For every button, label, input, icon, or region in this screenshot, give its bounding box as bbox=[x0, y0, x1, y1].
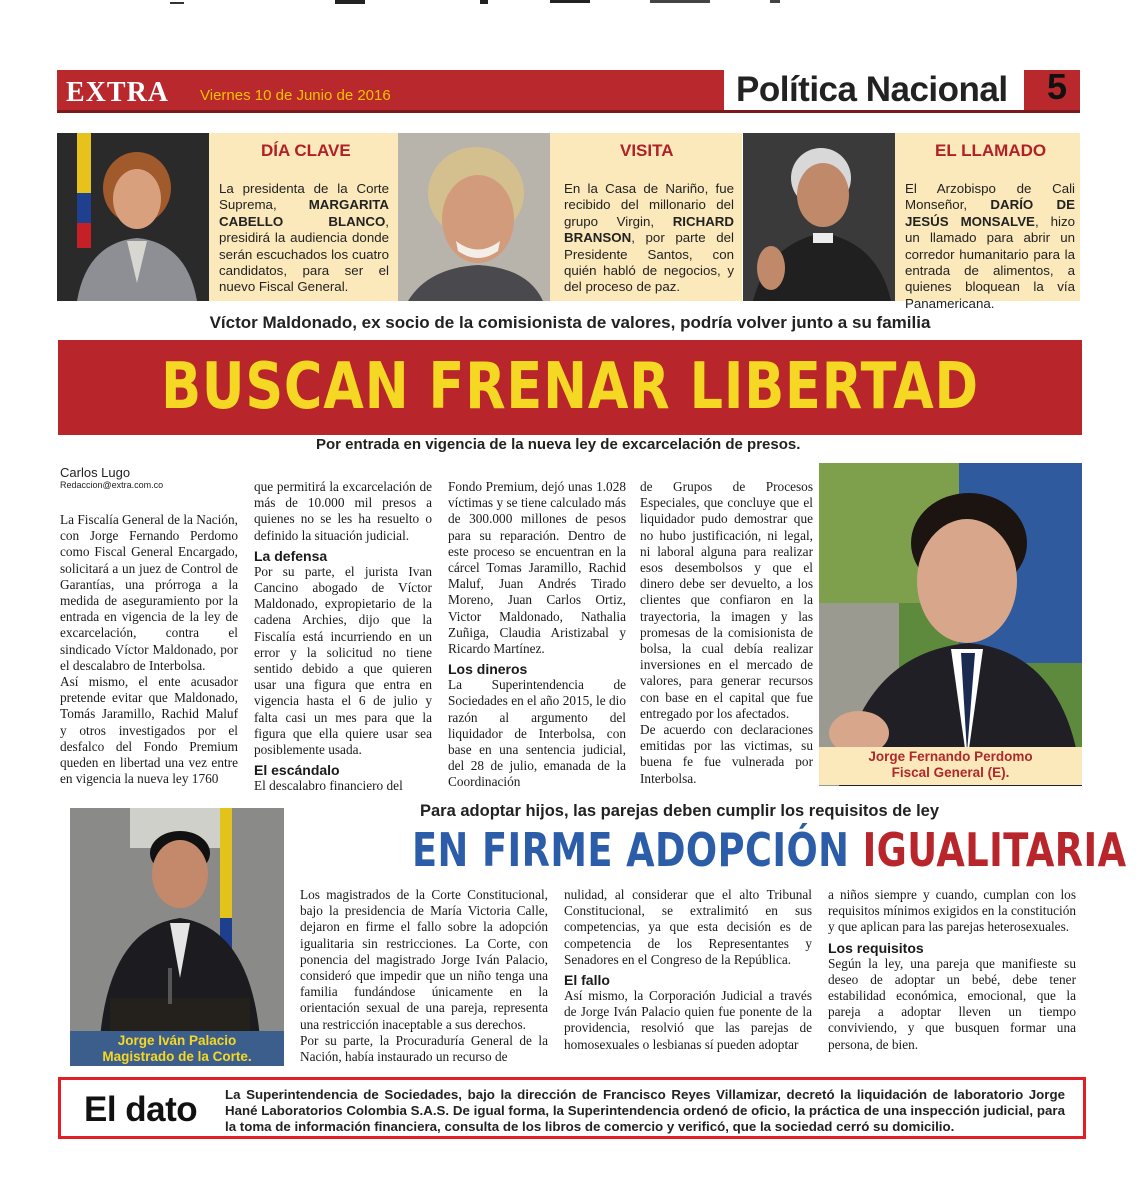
subheading-dineros: Los dineros bbox=[448, 661, 528, 678]
paragraph: De acuerdo con declaraciones emitidas por las victimas, su buena fe fue vulnerada por Interbolsa. bbox=[640, 722, 813, 786]
paragraph: Así mismo, el ente acusador pretende evitar que Maldonado, Tomás Jaramillo, Rachid Maluf y otros investigados por el desfalco del Fondo Premium queden en libertad una vez entre en vigencia la nueva ley 1760 bbox=[60, 674, 238, 787]
second-column-3 bbox=[828, 887, 1076, 1053]
jorge-palacio-photo bbox=[70, 808, 284, 1065]
second-column-2 bbox=[564, 887, 812, 1053]
byline-email: Redaccion@extra.com.co bbox=[60, 480, 164, 490]
brief-dia-clave bbox=[209, 133, 398, 301]
paragraph: Así mismo, la Corporación Judicial a través de Jorge Iván Palacio quien fue ponente de la providencia, resolvió que las parejas de homosexuales o lesbianas sí pueden adoptar bbox=[564, 988, 812, 1052]
brief-text: En la Casa de Nariño, fue recibido del millonario del grupo Virgin, RICHARD BRANSON, por parte del Presidente Santos, con quién habló de negocios, y del proceso de paz. bbox=[564, 181, 734, 295]
section-title: Política Nacional bbox=[736, 70, 1008, 109]
second-kicker: Para adoptar hijos, las parejas deben cumplir los requisitos de ley bbox=[420, 802, 940, 820]
el-dato-label: El dato bbox=[84, 1090, 198, 1129]
paragraph: nulidad, al considerar que el alto Tribunal Constitucional, se extralimitó en sus competencias, ya que esta decisión es de competencia de los Representantes y Senadores en el Congreso de la República. bbox=[564, 887, 812, 967]
brief-visita bbox=[550, 133, 742, 301]
subheading-requisitos: Los requisitos bbox=[828, 939, 924, 956]
brief-text: La presidenta de la Corte Suprema, MARGARITA CABELLO BLANCO, presidirá la audiencia donde serán escuchados los cuatro candidatos, para ser el nuevo Fiscal General. bbox=[219, 181, 389, 295]
dario-monsalve-photo bbox=[743, 133, 895, 301]
main-headline: BUSCAN FRENAR LIBERTAD bbox=[161, 350, 979, 424]
photo-caption bbox=[819, 749, 1082, 781]
caption-role: Magistrado de la Corte. bbox=[102, 1049, 252, 1064]
caption-name: Jorge Fernando Perdomo bbox=[868, 749, 1033, 764]
second-column-1 bbox=[300, 887, 548, 1065]
paragraph: que permitirá la excarcelación de más de 10.000 mil presos a quienes no se les ha resuelto o definido la situación judicial. bbox=[254, 479, 432, 543]
paragraph: Fondo Premium, dejó unas 1.028 víctimas y se tiene calculado más de 300.000 millones de pesos para su reparación. Dentro de este proceso se encuentran en la cárcel Tomas Jaramillo, Rachid Maluf, Juan Andrés Tirado Moreno, Juan Carlos Ortiz, Victor Maldonado, Nathalia Zuñiga, Claudia Aristizabal y Ricardo Martínez. bbox=[448, 479, 626, 657]
paragraph: Por su parte, el jurista Ivan Cancino abogado de Víctor Maldonado, expropietario de la cadena Archies, dijo que la Fiscalía está incurriendo en un error y la solicitud no tiene sentido debido a que quieren usar una figura que entra en vigencia hasta el 6 de julio y falta casi un mes para que la figura que ella quiere usar sea posiblemente usada. bbox=[254, 563, 432, 758]
subheading-defensa: La defensa bbox=[254, 547, 328, 564]
caption-name: Jorge Iván Palacio bbox=[117, 1033, 237, 1048]
main-column-1 bbox=[60, 512, 238, 787]
paragraph: a niños siempre y cuando, cumplan con los requisitos mínimos exigidos en la constitución y que aplican para las parejas heterosexuales. bbox=[828, 887, 1076, 935]
byline: Carlos Lugo bbox=[60, 465, 131, 480]
brief-text: El Arzobispo de Cali Monseñor, DARÍO DE JESÚS MONSALVE, hizo un llamado para abrir un corredor humanitario para la entrada de alimentos, a quienes bloquean la vía Panamericana. bbox=[905, 181, 1075, 311]
main-column-3 bbox=[448, 479, 626, 791]
paragraph: El descalabro financiero del bbox=[254, 778, 403, 794]
brief-heading: VISITA bbox=[620, 141, 674, 160]
issue-date: Viernes 10 de Junio de 2016 bbox=[200, 87, 391, 104]
main-column-2 bbox=[254, 479, 432, 794]
paragraph: Según la ley, una pareja que manifieste su deseo de adoptar un bebé, debe tener estabilidad económica, emocional, que la pareja a adoptar lleven un tiempo conviviendo, y que busquen formar una persona, de bien. bbox=[828, 955, 1076, 1052]
paragraph: Por su parte, la Procuraduría General de la Nación, había instaurado un recurso de bbox=[300, 1032, 548, 1065]
brief-heading: DÍA CLAVE bbox=[261, 141, 351, 160]
main-column-4 bbox=[640, 479, 813, 787]
main-kicker: Víctor Maldonado, ex socio de la comisionista de valores, podría volver junto a su familia bbox=[209, 313, 931, 332]
paragraph: de Grupos de Procesos Especiales, que concluye que el liquidador pudo demostrar que no hubo justificación, ni legal, ni laboral alguna para realizar esos desembolsos y que el dinero debe ser devuelto, a los clientes que confiaron en la trayectoria, la imagen y las promesas de la comisionista de bolsa, la cual debía realizar inversiones en el mercado de valores, para generar recursos con base en el capital que fue entregado por los afectados. bbox=[640, 479, 813, 721]
paragraph: La Superintendencia de Sociedades en el año 2015, le dio razón al argumento del liquidador de Interbolsa, con base en una sentencia judicial, del 28 de julio, emanada de la Coordinación bbox=[448, 677, 626, 790]
paragraph: La Fiscalía General de la Nación, con Jorge Fernando Perdomo como Fiscal General Encargado, solicitará a un juez de Control de Garantías, una prórroga a la medida de aseguramiento por la entrada en vigencia de la ley de excarcelación, contra el sindicado Víctor Maldonado, por el descalabro de Interbolsa. bbox=[60, 512, 238, 673]
main-subhead: Por entrada en vigencia de la nueva ley de excarcelación de presos. bbox=[316, 436, 801, 453]
jorge-perdomo-photo bbox=[819, 463, 1082, 786]
second-headline bbox=[412, 820, 1126, 880]
page-number: 5 bbox=[1047, 66, 1068, 107]
scan-artifacts bbox=[170, 0, 950, 6]
paragraph: Los magistrados de la Corte Constitucional, bajo la presidencia de María Victoria Calle, dejaron en firme el fallo sobre la adopción igualitaria sin restricciones. La Corte, con ponencia del magistrado Jorge Iván Palacio, consideró que impedir que un niño tenga una familia fundándose únicamente en la orientación sexual de una pareja, representa una restricción inaceptable a sus derechos. bbox=[300, 887, 548, 1032]
margarita-cabello-photo bbox=[57, 133, 209, 301]
brief-heading: EL LLAMADO bbox=[935, 141, 1047, 160]
el-dato-text: La Superintendencia de Sociedades, bajo la dirección de Francisco Reyes Villamizar, decretó la liquidación de laboratorio Jorge Hané Laboratorios Colombia S.A.S. De igual forma, la Superintendencia ordenó de oficio, la práctica de una inspección judicial, para la toma de información financiera, consulta de los libros de comercio y verificó, que la sociedad cerró su domicilio. bbox=[225, 1087, 1065, 1134]
richard-branson-photo bbox=[398, 133, 550, 301]
headline-part-blue: EN FIRME ADOPCIÓN bbox=[412, 823, 863, 877]
caption-role: Fiscal General (E). bbox=[891, 765, 1010, 780]
subheading-escandalo: El escándalo bbox=[254, 762, 340, 779]
brief-el-llamado bbox=[895, 133, 1080, 311]
extra-logo: EXTRA bbox=[66, 77, 170, 108]
photo-caption-2 bbox=[70, 1033, 284, 1065]
subheading-fallo: El fallo bbox=[564, 972, 610, 989]
headline-part-red: IGUALITARIA bbox=[862, 823, 1127, 877]
